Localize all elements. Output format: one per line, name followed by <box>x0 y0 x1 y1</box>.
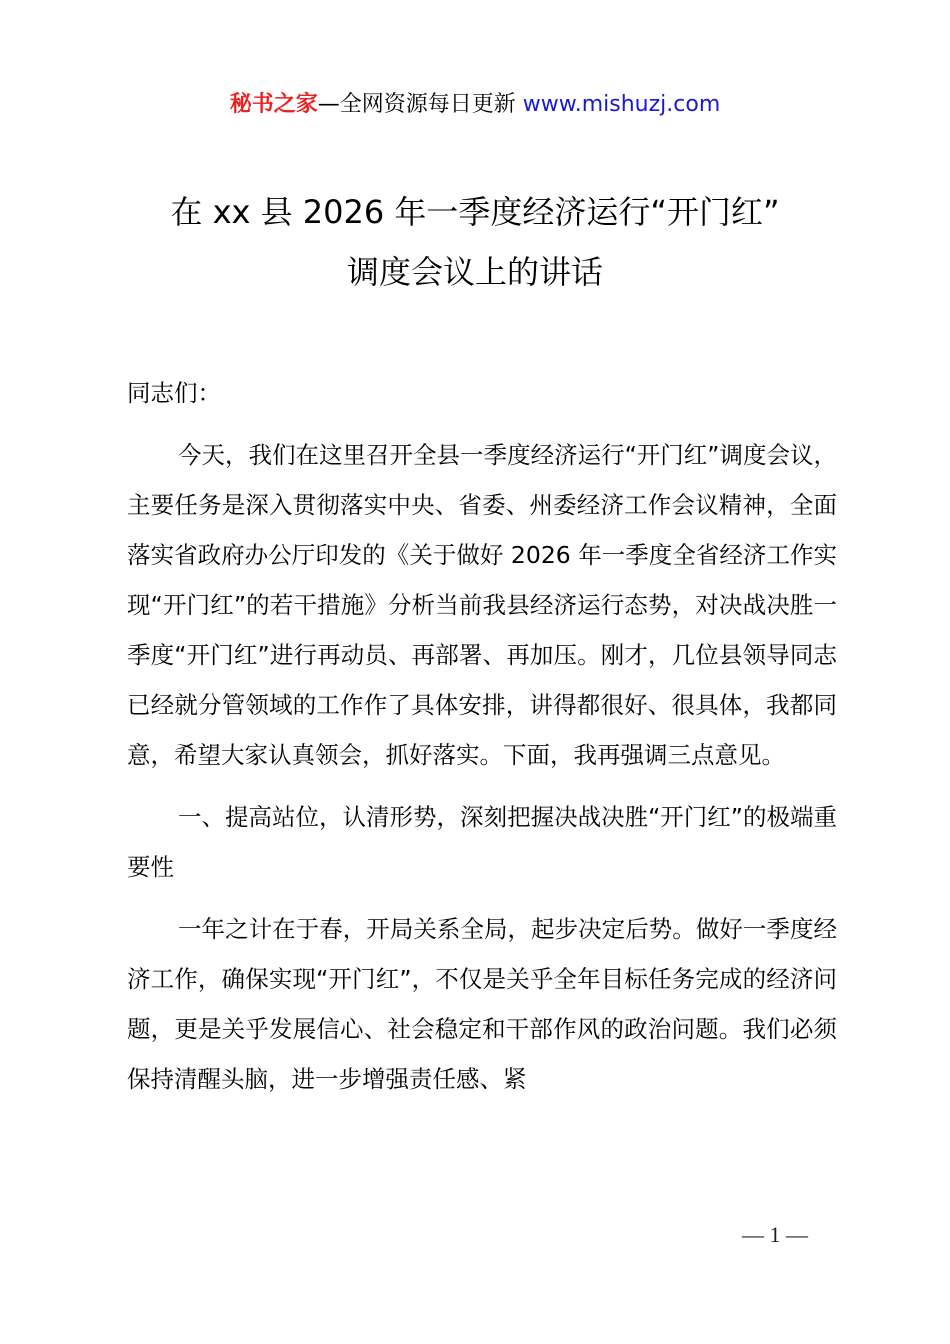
body-paragraph: 今天，我们在这里召开全县一季度经济运行“开门红”调度会议，主要任务是深入贯彻落实中央、省委、州委经济工作会议精神，全面落实省政府办公厅印发的《关于做好 2026 年一季度全省经济工作实现“开门红”的若干措施》分析当前我县经济运行态势，对决战决胜一季度“开门红”进行再动员、再部署、再加压。刚才，几位县领导同志已经就分管领域的工作作了具体安排，讲得都很好、很具体，我都同意，希望大家认真领会，抓好落实。下面，我再强调三点意见。 <box>127 441 837 769</box>
site-url-link[interactable]: www.mishuzj.com <box>522 92 721 117</box>
brand-name: 秘书之家 <box>229 92 318 117</box>
document-title <box>0 182 950 302</box>
document-body <box>127 368 837 1104</box>
header-tagline: —全网资源每日更新 <box>317 92 523 117</box>
body-paragraph: 一年之计在于春，开局关系全局，起步决定后势。做好一季度经济工作，确保实现“开门红”，不仅是关乎全年目标任务完成的经济问题，更是关乎发展信心、社会稳定和干部作风的政治问题。我们必须保持清醒头脑，进一步增强责任感、紧 <box>127 915 837 1093</box>
site-header <box>0 88 950 122</box>
section-heading: 一、提高站位，认清形势，深刻把握决战决胜“开门红”的极端重要性 <box>127 803 837 881</box>
salutation: 同志们： <box>127 379 221 407</box>
title-line-2: 调度会议上的讲话 <box>346 253 603 291</box>
page-number: — 1 — <box>742 1222 808 1247</box>
title-line-1: 在 xx 县 2026 年一季度经济运行“开门红” <box>170 193 780 231</box>
